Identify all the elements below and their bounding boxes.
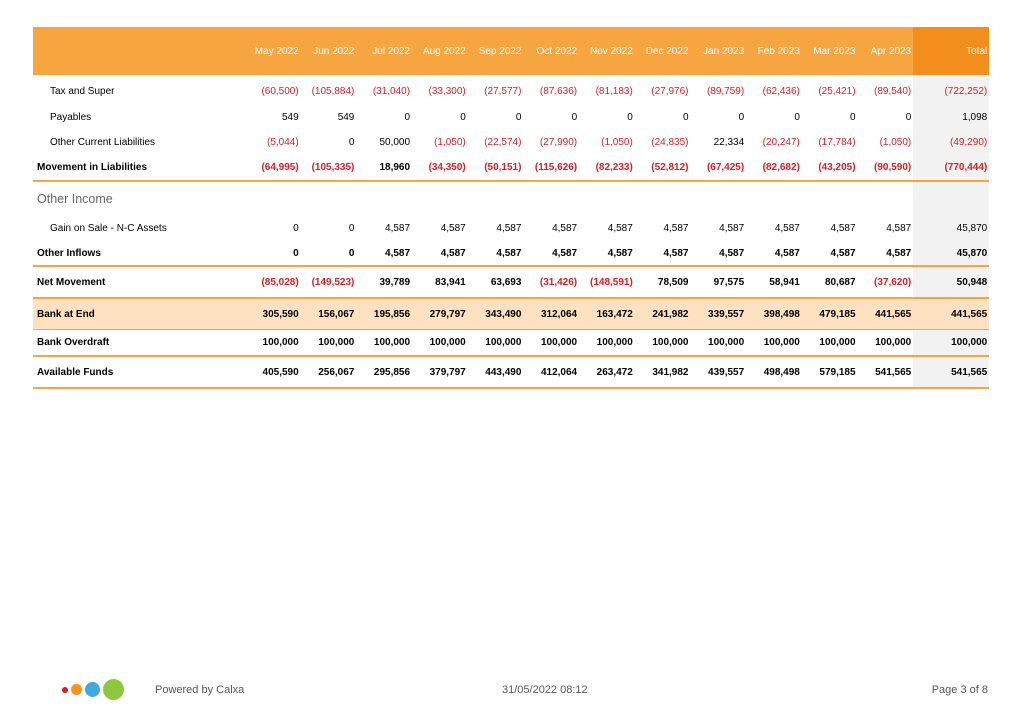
value-cell: 100,000	[819, 337, 856, 348]
value-cell: (115,626)	[523, 156, 579, 181]
value-cell: 549	[337, 111, 355, 123]
table-row	[33, 241, 989, 266]
value-cell: (27,577)	[484, 86, 522, 98]
value-cell: 0	[245, 241, 301, 266]
value-cell: (31,426)	[523, 266, 579, 298]
value-cell: 541,565	[858, 356, 914, 388]
value-cell: 4,587	[579, 241, 635, 266]
label-column-header	[33, 27, 245, 75]
value-cell: 195,856	[356, 298, 412, 330]
value-cell: (87,636)	[539, 86, 578, 98]
month-header: Sep 2022	[468, 27, 524, 75]
value-cell: 156,067	[301, 298, 357, 330]
value-cell: 341,982	[635, 356, 691, 388]
value-cell: (1,050)	[879, 137, 912, 149]
value-cell: (33,300)	[428, 86, 466, 98]
value-cell: 0	[738, 111, 745, 123]
total-cell: 45,870	[913, 216, 989, 242]
row-label: Gain on Sale - N-C Assets	[50, 222, 167, 234]
value-cell: 4,587	[356, 241, 412, 266]
value-cell: (85,028)	[245, 266, 301, 298]
cash-flow-report	[33, 27, 989, 389]
row-label: Bank Overdraft	[37, 337, 110, 348]
month-header: Oct 2022	[523, 27, 579, 75]
value-cell: (43,205)	[802, 156, 858, 181]
row-label: Other Inflows	[33, 241, 245, 266]
total-cell: 541,565	[913, 356, 989, 388]
value-cell: (27,990)	[539, 137, 578, 149]
month-header: May 2022	[245, 27, 301, 75]
value-cell: 0	[301, 241, 357, 266]
value-cell: (1,050)	[601, 137, 633, 149]
value-cell: 0	[850, 111, 856, 123]
value-cell: 379,797	[412, 356, 468, 388]
table-row	[33, 105, 989, 131]
value-cell: 295,856	[356, 356, 412, 388]
month-header: Aug 2022	[412, 27, 468, 75]
value-cell: 50,000	[379, 137, 411, 149]
value-cell: 100,000	[318, 337, 355, 348]
month-header: Mar 2023	[802, 27, 858, 75]
value-cell: 0	[794, 111, 800, 123]
value-cell: 39,789	[356, 266, 412, 298]
value-cell: 100,000	[652, 337, 689, 348]
value-cell: 18,960	[356, 156, 412, 181]
value-cell: 439,557	[691, 356, 747, 388]
value-cell: 4,587	[858, 241, 914, 266]
total-cell: 45,870	[913, 241, 989, 266]
value-cell: (148,591)	[579, 266, 635, 298]
table-row	[33, 216, 989, 242]
month-header: Nov 2022	[579, 27, 635, 75]
row-label: Payables	[50, 111, 92, 123]
value-cell: 4,587	[552, 222, 578, 234]
total-cell: (722,252)	[913, 79, 989, 105]
row-label: Bank at End	[33, 298, 245, 330]
value-cell: 241,982	[635, 298, 691, 330]
table-row	[33, 330, 989, 357]
value-cell: 58,941	[746, 266, 802, 298]
value-cell: (1,050)	[434, 137, 466, 149]
value-cell: 312,064	[523, 298, 579, 330]
value-cell: 305,590	[245, 298, 301, 330]
value-cell: (17,784)	[818, 137, 856, 149]
value-cell: 498,498	[746, 356, 802, 388]
value-cell: 0	[348, 222, 355, 234]
value-cell: (5,044)	[267, 137, 299, 149]
value-cell: 0	[627, 111, 633, 123]
value-cell: 78,509	[635, 266, 691, 298]
value-cell: (90,590)	[858, 156, 914, 181]
value-cell: (105,335)	[301, 156, 357, 181]
value-cell: 4,587	[385, 222, 411, 234]
value-cell: (105,884)	[311, 86, 355, 98]
value-cell: 0	[905, 111, 912, 123]
value-cell: 100,000	[875, 337, 912, 348]
value-cell: (27,976)	[651, 86, 689, 98]
value-cell: (67,425)	[691, 156, 747, 181]
value-cell: 100,000	[540, 337, 578, 348]
logo-dot-orange	[71, 684, 82, 695]
value-cell: 163,472	[579, 298, 635, 330]
value-cell: (81,183)	[595, 86, 633, 98]
value-cell: (50,151)	[468, 156, 524, 181]
value-cell: 83,941	[412, 266, 468, 298]
month-header: Jul 2022	[356, 27, 412, 75]
value-cell: 100,000	[262, 337, 299, 348]
value-cell: 441,565	[858, 298, 914, 330]
row-label: Other Income	[37, 191, 113, 206]
value-cell: 4,587	[663, 222, 689, 234]
table-header-row	[33, 27, 989, 75]
table-row	[33, 266, 989, 298]
row-label: Net Movement	[33, 266, 245, 298]
value-cell: 343,490	[468, 298, 524, 330]
value-cell: 4,587	[802, 241, 858, 266]
value-cell: 579,185	[802, 356, 858, 388]
value-cell: 479,185	[802, 298, 858, 330]
value-cell: 100,000	[763, 337, 800, 348]
value-cell: (60,500)	[261, 86, 299, 98]
page-number: Page 3 of 8	[931, 684, 988, 696]
month-header: Jun 2022	[301, 27, 357, 75]
value-cell: 63,693	[468, 266, 524, 298]
value-cell: 0	[348, 137, 355, 149]
total-column-header: Total	[913, 27, 989, 75]
value-cell: 0	[682, 111, 689, 123]
value-cell: (52,812)	[635, 156, 691, 181]
value-cell: (22,574)	[484, 137, 522, 149]
value-cell: 4,587	[440, 222, 466, 234]
value-cell: (34,350)	[412, 156, 468, 181]
month-header: Apr 2023	[858, 27, 914, 75]
value-cell: 4,587	[691, 241, 747, 266]
value-cell: 412,064	[523, 356, 579, 388]
value-cell: 256,067	[301, 356, 357, 388]
value-cell: 4,587	[607, 222, 633, 234]
row-label: Tax and Super	[50, 86, 115, 98]
value-cell: (149,523)	[301, 266, 357, 298]
total-cell: (49,290)	[913, 130, 989, 156]
table-row	[33, 298, 989, 330]
value-cell: 263,472	[579, 356, 635, 388]
value-cell: 4,587	[635, 241, 691, 266]
value-cell: (89,540)	[874, 86, 912, 98]
row-label: Movement in Liabilities	[33, 156, 245, 181]
value-cell: 4,587	[774, 222, 800, 234]
value-cell: (64,995)	[245, 156, 301, 181]
value-cell: 4,587	[719, 222, 745, 234]
row-label: Other Current Liabilities	[50, 137, 156, 149]
value-cell: 339,557	[691, 298, 747, 330]
logo-dot-red	[62, 687, 68, 693]
value-cell: 100,000	[485, 337, 522, 348]
value-cell: 100,000	[373, 337, 411, 348]
value-cell: (82,682)	[746, 156, 802, 181]
value-cell: 4,587	[496, 222, 522, 234]
value-cell: 0	[515, 111, 522, 123]
value-cell: (24,835)	[651, 137, 689, 149]
logo-dot-blue	[85, 682, 100, 697]
value-cell: (37,620)	[858, 266, 914, 298]
value-cell: 97,575	[691, 266, 747, 298]
calxa-logo	[62, 679, 124, 701]
table-row	[33, 356, 989, 388]
value-cell: 100,000	[429, 337, 466, 348]
logo-dot-green	[103, 679, 124, 700]
table-row	[33, 181, 989, 216]
value-cell: 405,590	[245, 356, 301, 388]
value-cell: 0	[571, 111, 578, 123]
total-cell: 100,000	[913, 330, 989, 357]
value-cell: 22,334	[713, 137, 745, 149]
month-header: Dec 2022	[635, 27, 691, 75]
value-cell: (62,436)	[762, 86, 800, 98]
value-cell: 398,498	[746, 298, 802, 330]
table-row	[33, 130, 989, 156]
month-header: Jan 2023	[691, 27, 747, 75]
value-cell: (20,247)	[762, 137, 800, 149]
value-cell: 0	[460, 111, 466, 123]
total-cell: 441,565	[913, 298, 989, 330]
total-cell: (770,444)	[913, 156, 989, 181]
value-cell: 4,587	[830, 222, 856, 234]
report-timestamp: 31/05/2022 08:12	[502, 684, 588, 696]
value-cell: 0	[404, 111, 411, 123]
value-cell: 80,687	[802, 266, 858, 298]
page-footer	[0, 678, 1024, 702]
value-cell: 279,797	[412, 298, 468, 330]
value-cell: 100,000	[708, 337, 745, 348]
value-cell: (25,421)	[818, 86, 856, 98]
value-cell: 4,587	[523, 241, 579, 266]
value-cell: 4,587	[412, 241, 468, 266]
value-cell: (82,233)	[579, 156, 635, 181]
table-row	[33, 156, 989, 181]
row-label: Available Funds	[33, 356, 245, 388]
value-cell: (89,759)	[706, 86, 745, 98]
value-cell: 4,587	[746, 241, 802, 266]
total-cell: 1,098	[913, 105, 989, 131]
value-cell: 100,000	[596, 337, 633, 348]
cash-flow-table	[33, 27, 989, 389]
powered-by-text: Powered by Calxa	[155, 684, 245, 696]
value-cell: 4,587	[468, 241, 524, 266]
value-cell: 443,490	[468, 356, 524, 388]
value-cell: 549	[282, 111, 299, 123]
value-cell: 4,587	[886, 222, 912, 234]
total-cell: 50,948	[913, 266, 989, 298]
month-header: Feb 2023	[746, 27, 802, 75]
value-cell: 0	[293, 222, 299, 234]
table-row	[33, 79, 989, 105]
value-cell: (31,040)	[372, 86, 411, 98]
